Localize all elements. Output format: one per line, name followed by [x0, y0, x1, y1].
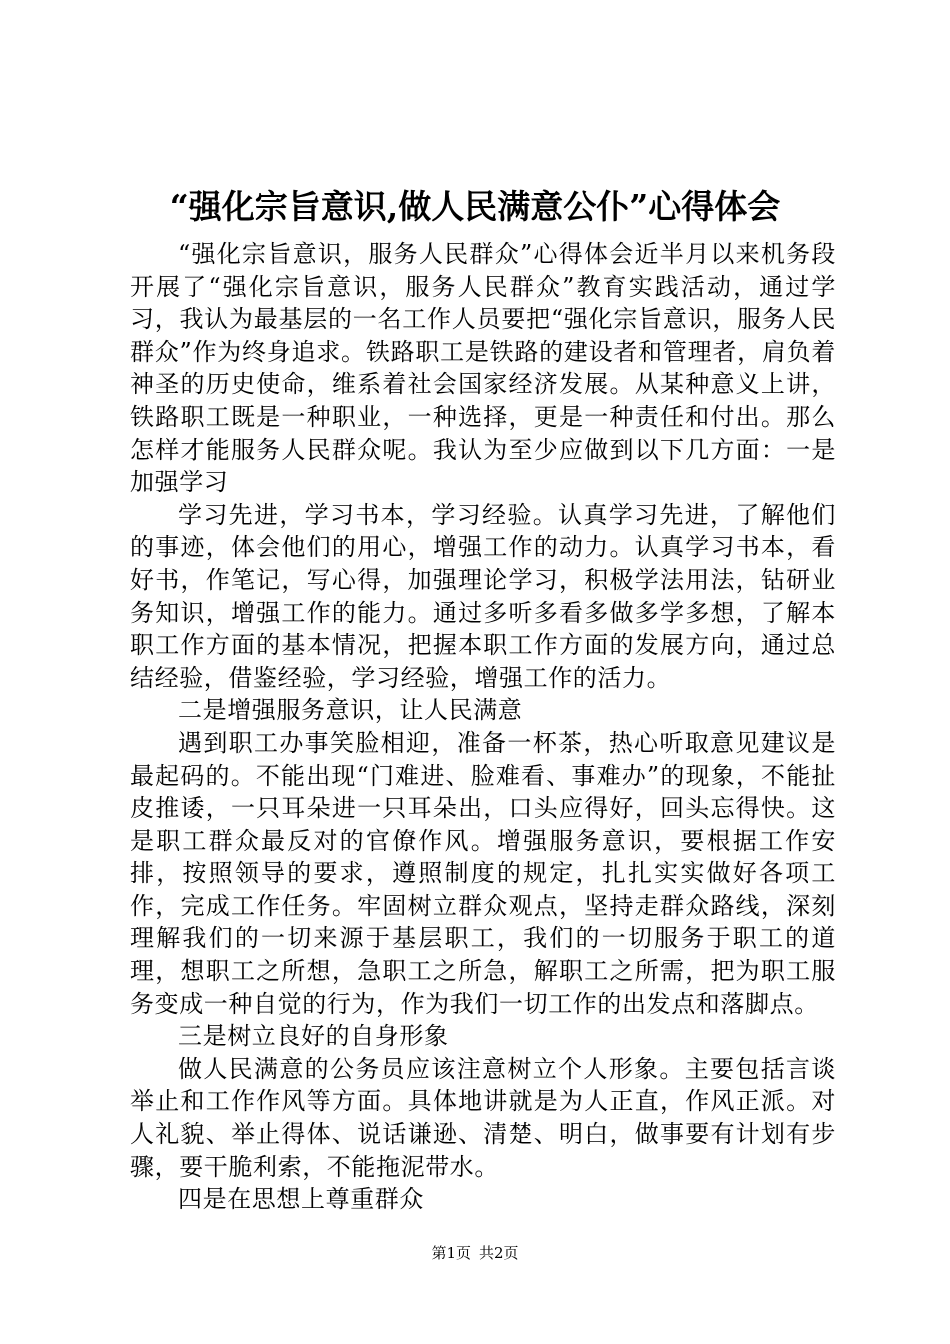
paragraph-service: 遇到职工办事笑脸相迎，准备一杯茶，热心听取意见建议是最起码的。不能出现“门难进、脸难看、事难办”的现象，不能扯皮推诿，一只耳朵进一只耳朵出，口头应得好，回头忘得快。这是职工群众最反对的官僚作风。增强服务意识，要根据工作安排，按照领导的要求，遵照制度的规定，扎扎实实做好各项工作，完成工作任务。牢固树立群众观点，坚持走群众路线，深刻理解我们的一切来源于基层职工，我们的一切服务于职工的道理，想职工之所想，急职工之所急，解职工之所需，把为职工服务变成一种自觉的行为，作为我们一切工作的出发点和落脚点。: [130, 728, 836, 1018]
section-heading-service: 二是增强服务意识，让人民满意: [178, 696, 523, 725]
page-footer: [0, 1243, 950, 1263]
section-heading-image: 三是树立良好的自身形象: [178, 1022, 449, 1051]
paragraph-study: 学习先进，学习书本，学习经验。认真学习先进，了解他们的事迹，体会他们的用心，增强工作的动力。认真学习书本，看好书，作笔记，写心得，加强理论学习，积极学法用法，钻研业务知识，增强工作的能力。通过多听多看多做多学多想，了解本职工作方面的基本情况，把握本职工作方面的发展方向，通过总结经验，借鉴经验，学习经验，增强工作的活力。: [130, 500, 836, 692]
section-heading-respect: 四是在思想上尊重群众: [178, 1185, 424, 1214]
paragraph-image: 做人民满意的公务员应该注意树立个人形象。主要包括言谈举止和工作作风等方面。具体地讲就是为人正直，作风正派。对人礼貌、举止得体、说话谦逊、清楚、明白，做事要有计划有步骤，要干脆利索，不能拖泥带水。: [130, 1054, 836, 1181]
document-title: “强化宗旨意识,做人民满意公仆”心得体会: [169, 187, 781, 226]
paragraph-intro: “强化宗旨意识，服务人民群众”心得体会近半月以来机务段开展了“强化宗旨意识，服务人民群众”教育实践活动，通过学习，我认为最基层的一名工作人员要把“强化宗旨意识，服务人民群众”作为终身追求。铁路职工是铁路的建设者和管理者，肩负着神圣的历史使命，维系着社会国家经济发展。从某种意义上讲，铁路职工既是一种职业，一种选择，更是一种责任和付出。那么怎样才能服务人民群众呢。我认为至少应做到以下几方面：一是加强学习: [130, 240, 836, 497]
page-number: 第1页: [431, 1244, 471, 1262]
page-total: 共2页: [479, 1244, 519, 1262]
document-body: [130, 238, 836, 1216]
